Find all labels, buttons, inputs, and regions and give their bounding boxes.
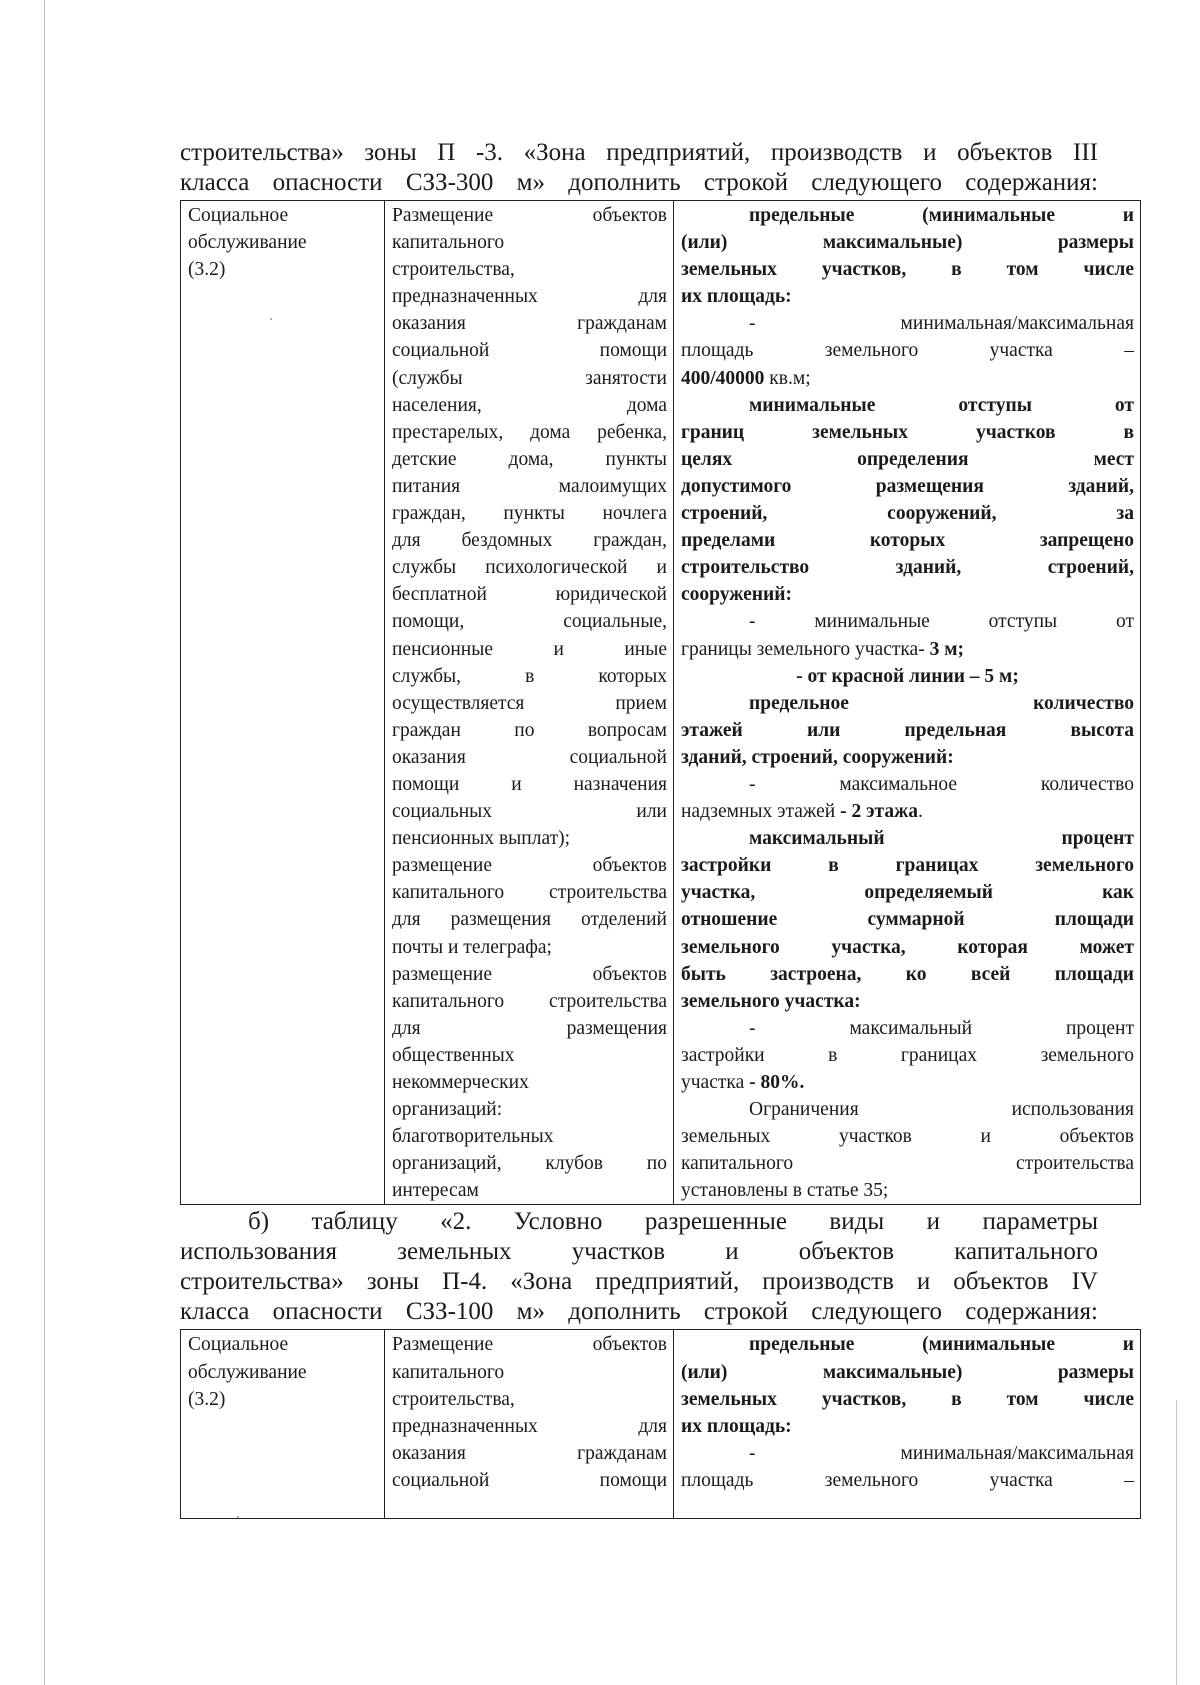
param-heading-line: земельного участка:: [681, 990, 861, 1012]
table1-col2-line: помощи и назначения: [392, 773, 667, 795]
table1-col2-line: осуществляется прием: [392, 692, 667, 714]
table1-col2-line: для бездомных граждан,: [392, 530, 667, 552]
param-heading-line: быть застроена, ко всей площади: [681, 963, 1134, 985]
param-value-line: [681, 365, 1134, 392]
table2-col1-line: (3.2): [188, 1388, 226, 1410]
table2-col-type: [181, 1330, 385, 1519]
param-heading-line: границ земельных участков в: [681, 421, 1134, 443]
table-p3-row: [180, 200, 1141, 1205]
table1-col2-line: Размещение объектов: [392, 205, 667, 226]
table1-col2-line: капитального строительства: [392, 882, 667, 904]
param-heading-line: пределами которых запрещено: [681, 530, 1134, 552]
table1-col2-line: для размещения отделений: [392, 909, 667, 931]
table1-col2-line: социальных или: [392, 801, 667, 823]
param-heading-line: максимальный процент: [749, 828, 1134, 850]
table1-col2-line: престарелых, дома ребенка,: [392, 421, 667, 443]
second-line-3: строительства» зоны П-4. «Зона предприятий, производств и объектов IV: [180, 1268, 1098, 1296]
param-heading-line: целях определения мест: [681, 448, 1134, 470]
floors-label: надземных этажей: [681, 801, 841, 823]
table1-col1-line: обслуживание: [188, 232, 307, 254]
table1-col2-line: некоммерческих: [392, 1072, 529, 1093]
table1-col2-line: социальной помощи: [392, 340, 667, 362]
table2-col2-line: строительства,: [392, 1388, 515, 1410]
param-value-line: застройки в границах земельного: [681, 1044, 1134, 1066]
param-value-line: - минимальная/максимальная: [749, 1442, 1134, 1464]
area-unit: кв.м;: [764, 367, 811, 389]
table1-col2-line: для размещения: [392, 1017, 667, 1039]
floors-value: - 2 этажа: [840, 801, 918, 823]
param-value-line: [681, 798, 1134, 825]
table1-col2-line: питания малоимущих: [392, 475, 667, 497]
param-value-line: площадь земельного участка –: [681, 340, 1134, 362]
table2-col-description: [385, 1330, 674, 1519]
param-heading-line: зданий, строений, сооружений:: [681, 746, 954, 768]
param-heading-line: их площадь:: [681, 286, 792, 308]
table1-col2-line: капитального строительства: [392, 990, 667, 1012]
param-value-line: Ограничения использования: [749, 1099, 1134, 1121]
setback-red-line-value: - от красной линии – 5 м;: [796, 665, 1019, 687]
param-heading-line: минимальные отступы от: [749, 394, 1134, 416]
table1-col-description: [385, 201, 674, 1205]
scan-edge-left: [44, 0, 45, 1685]
param-heading-line: земельного участка, которая может: [681, 936, 1134, 958]
param-heading-line: участка, определяемый как: [681, 882, 1134, 904]
param-heading-line: предельные (минимальные и: [749, 205, 1134, 226]
table-p4-row: [180, 1329, 1141, 1519]
setback-boundary-value: 3 м;: [929, 638, 964, 660]
table1-col1-line: (3.2): [188, 259, 226, 281]
table-row: [181, 1330, 1141, 1519]
table1-col2-line: населения, дома: [392, 394, 667, 416]
table1-col-parameters: [674, 201, 1141, 1205]
second-line-4: класса опасности СЗЗ-100 м» дополнить строкой следующего содержания:: [180, 1298, 1098, 1326]
table2-col2-line: социальной помощи: [392, 1469, 667, 1491]
table1-col2-line: службы психологической и: [392, 557, 667, 579]
param-heading-line: земельных участков, в том числе: [681, 259, 1134, 281]
table1-col2-line: капитального: [392, 232, 505, 254]
table1-col2-line: организаций:: [392, 1099, 503, 1121]
param-value-line: установлены в статье 35;: [681, 1180, 889, 1202]
intro-paragraph: [180, 138, 1098, 198]
param-value-line: [681, 1069, 1134, 1096]
intro-line-1: строительства» зоны П -3. «Зона предприятий, производств и объектов III: [180, 139, 1098, 166]
table2-col2-line: оказания гражданам: [392, 1442, 667, 1464]
table2-col2-line: капитального: [392, 1361, 505, 1383]
param-value-line: земельных участков и объектов: [681, 1126, 1134, 1148]
param-value-line: - максимальный процент: [749, 1017, 1134, 1039]
param-heading-line: их площадь:: [681, 1415, 792, 1437]
table1-col2-line: оказания социальной: [392, 746, 667, 768]
table1-col2-line: общественных: [392, 1044, 515, 1066]
table2-col1-frag: [188, 1331, 378, 1518]
document-page: [180, 138, 1134, 1521]
scan-edge-right: [1176, 1400, 1177, 1685]
param-value-line: капитального строительства: [681, 1153, 1134, 1175]
table1-col2-line: организаций, клубов по: [392, 1153, 667, 1175]
floors-tail: .: [917, 801, 923, 823]
table-row: [181, 201, 1141, 1205]
table2-col1-line: обслуживание: [188, 1361, 307, 1383]
second-line-2: использования земельных участков и объектов капитального: [180, 1238, 1098, 1266]
area-range-value: 400/40000: [681, 367, 765, 389]
table1-col2-line: пенсионных выплат);: [392, 828, 571, 850]
table1-col2-line: размещение объектов: [392, 855, 667, 877]
table1-col2-line: помощи, социальные,: [392, 611, 667, 633]
table2-col2-line: Размещение объектов: [392, 1334, 667, 1356]
table2-col2-frag: [392, 1331, 667, 1518]
table1-col2-line: бесплатной юридической: [392, 584, 667, 606]
param-heading-line: предельное количество: [749, 692, 1134, 714]
param-heading-line: (или) максимальные) размеры: [681, 232, 1134, 254]
table1-col1-line: Социальное: [188, 205, 289, 226]
param-heading-line: допустимого размещения зданий,: [681, 475, 1134, 497]
second-paragraph: [180, 1207, 1098, 1327]
param-value-line: площадь земельного участка –: [681, 1469, 1134, 1491]
table1-col2-line: интересам: [392, 1180, 479, 1202]
table2-col1-line: Социальное: [188, 1334, 289, 1356]
table1-col2-line: строительства,: [392, 259, 515, 281]
coverage-value: - 80%.: [749, 1072, 805, 1093]
table1-col2-line: граждан, пункты ночлега: [392, 503, 667, 525]
param-value-line: [681, 636, 1134, 663]
table1-col2-line: размещение объектов: [392, 963, 667, 985]
param-heading-line: строительство зданий, строений,: [681, 557, 1134, 579]
table1-col2-line: благотворительных: [392, 1126, 554, 1148]
param-heading-line: отношение суммарной площади: [681, 909, 1134, 931]
param-heading-line: застройки в границах земельного: [681, 855, 1134, 877]
param-heading-line: строений, сооружений, за: [681, 503, 1134, 525]
second-line-1: б) таблицу «2. Условно разрешенные виды и параметры: [248, 1208, 1098, 1236]
param-value-line: - минимальная/максимальная: [749, 313, 1134, 335]
table1-col2-line: (службы занятости: [392, 367, 667, 389]
param-heading-line: этажей или предельная высота: [681, 719, 1134, 741]
table1-col-type: [181, 201, 385, 1205]
intro-line-2: класса опасности СЗЗ-300 м» дополнить строкой следующего содержания:: [180, 169, 1098, 196]
table1-col2-line: детские дома, пункты: [392, 448, 667, 470]
param-value-line: - минимальные отступы от: [749, 611, 1134, 633]
table1-col2-line: пенсионные и иные: [392, 638, 667, 660]
param-heading-line: сооружений:: [681, 584, 792, 606]
table2-col-parameters: [674, 1330, 1141, 1519]
table1-col2-line: оказания гражданам: [392, 313, 667, 335]
table1-col2-line: граждан по вопросам: [392, 719, 667, 741]
table2-col3-frag: [681, 1331, 1134, 1518]
table1-col2-line: предназначенных для: [392, 286, 667, 308]
param-heading-line: земельных участков, в том числе: [681, 1388, 1134, 1410]
table1-col2-line: почты и телеграфа;: [392, 936, 552, 958]
param-value-line: - максимальное количество: [749, 773, 1134, 795]
param-heading-line: (или) максимальные) размеры: [681, 1361, 1134, 1383]
coverage-label: участка: [681, 1072, 750, 1093]
setback-boundary-label: границы земельного участка-: [681, 638, 930, 660]
param-heading-line: предельные (минимальные и: [749, 1334, 1134, 1356]
table1-col2-line: службы, в которых: [392, 665, 667, 687]
table2-col2-line: предназначенных для: [392, 1415, 667, 1437]
